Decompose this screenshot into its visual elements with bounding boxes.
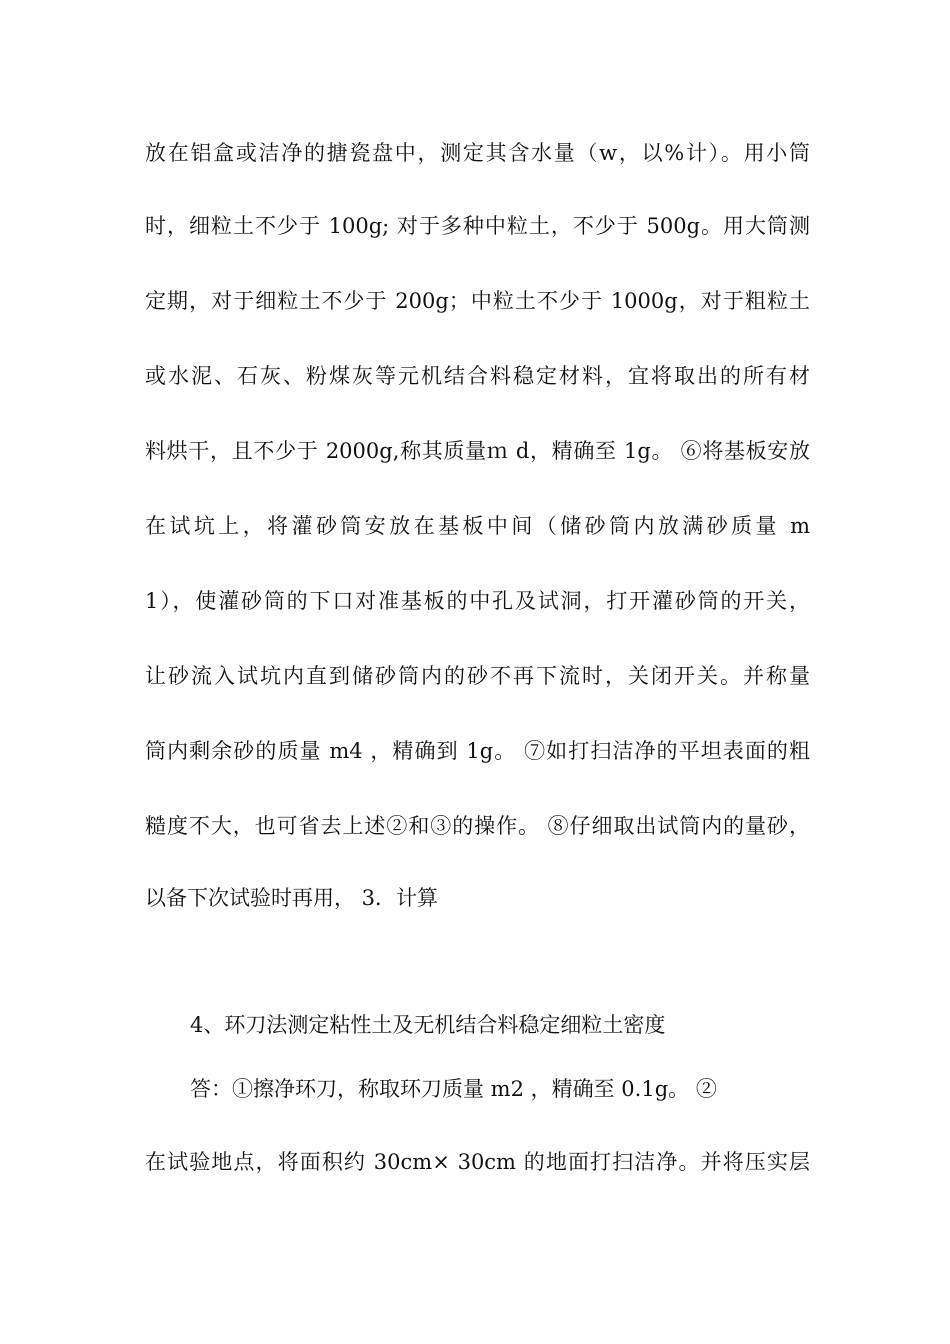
body-line-7: 1），使灌砂筒的下口对准基板的中孔及试洞，打开灌砂筒的开关， [145,589,810,613]
body-line-6: 在试坑上，将灌砂筒安放在基板中间（储砂筒内放满砂质量 m [145,514,810,538]
body-line-4: 或水泥、石灰、粉煤灰等元机结合料稳定材料，宜将取出的所有材 [145,364,810,388]
body-line-final: 在试验地点，将面积约 30cm× 30cm 的地面打扫洁净。并将压实层 [145,1150,810,1174]
body-line-3: 定期，对于细粒土不少于 200g；中粒土不少于 1000g，对于粗粒土 [145,289,810,313]
body-line-1: 放在铝盒或洁净的搪瓷盘中，测定其含水量（w，以%计）。用小筒 [145,141,810,165]
body-line-2: 时，细粒土不少于 100g; 对于多种中粒土，不少于 500g。用大筒测 [145,214,810,238]
body-line-11: 以备下次试验时再用， 3．计算 [145,886,439,910]
body-line-10: 糙度不大，也可省去上述②和③的操作。 ⑧仔细取出试筒内的量砂， [145,814,810,838]
body-line-5: 料烘干，且不少于 2000g,称其质量ｍ d，精确至 1g。 ⑥将基板安放 [145,439,810,463]
answer-line: 答：①擦净环刀，称取环刀质量 m2 ，精确至 0.1g。 ② [190,1077,717,1101]
section-heading: 4、环刀法测定粘性土及无机结合料稳定细粒土密度 [190,1013,666,1037]
body-line-8: 让砂流入试坑内直到储砂筒内的砂不再下流时，关闭开关。并称量 [145,664,810,688]
body-line-9: 筒内剩余砂的质量 m4 ，精确到 1g。 ⑦如打扫洁净的平坦表面的粗 [145,739,810,763]
